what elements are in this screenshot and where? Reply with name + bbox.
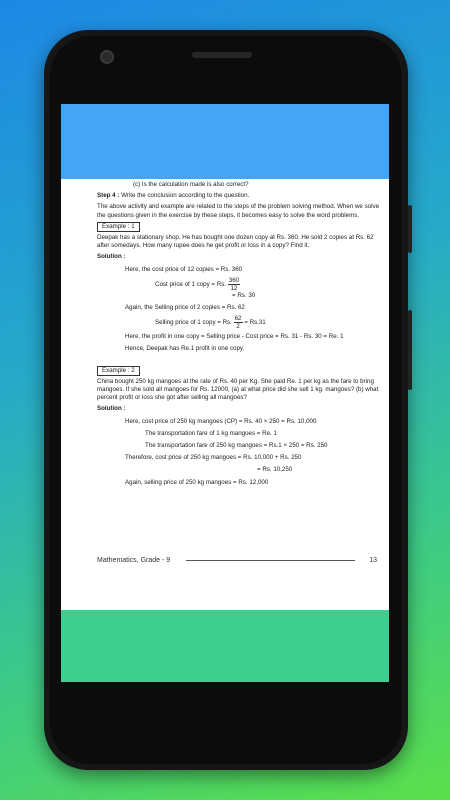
front-camera (100, 50, 114, 64)
example-1-text: Deepak has a stationary shop. He has bought one dozen copy at Rs. 360. He sold 2 copies at Rs. 62 after somedays. How many rupee does he get profit or loss in a copy? Find it. (97, 234, 374, 250)
footer-rule (186, 560, 355, 561)
solution-2-line-5: = Rs. 10,250 (257, 466, 293, 474)
solution-label: Solution : (97, 253, 126, 261)
earpiece-speaker (192, 52, 252, 58)
solution-line-2-text: Cost price of 1 copy = Rs. (155, 280, 227, 288)
fraction-numerator: 62 (234, 315, 242, 323)
solution-2-line-3: The transportation fare of 250 kg mangoes = Rs.1 × 250 = Rs. 250 (145, 442, 328, 450)
fraction-denominator: 12 (230, 284, 238, 292)
fraction-denominator: 2 (236, 323, 240, 331)
solution-line-2 (97, 277, 383, 292)
solution-line-5-text: Selling price of 1 copy = Rs. (155, 319, 232, 327)
example-1-label: Example : 1 (97, 222, 140, 232)
solution-line-5 (97, 315, 383, 330)
solution-line-3: = Rs. 30 (232, 291, 256, 299)
step-4-text: Write the conclusion according to the question. (119, 192, 250, 200)
solution-2-line-4: Therefore, cost price of 250 kg mangoes = Rs. 10,000 + Rs. 250 (125, 454, 302, 462)
solution-line-6: Here, the profit in one copy = Selling price - Cost price = Rs. 31 - Rs. 30 = Re. 1 (125, 333, 344, 341)
page-footer (97, 555, 377, 565)
question-c: (c) Is the calculation made is also correct? (133, 181, 249, 188)
example-2-text: China bought 250 kg mangoes at the rate of Rs. 40 per Kg. She paid Re. 1 per kg as the fare to bring mangoes. If she sold all mangoes for Rs. 12000, (a) at what price did she sell 1 kg. mangoes? (b) what percent profit or loss she got after selling all mangoes? (97, 377, 379, 402)
solution-line-7: Hence, Deepak has Re.1 profit in one copy. (125, 345, 245, 353)
paragraph: The above activity and example are related to the steps of the problem solving method. When we solve the questions given in the exercise by these steps, it becomes easy to solve the word problems. (97, 203, 380, 219)
app-screen[interactable] (61, 104, 389, 682)
solution-2-label: Solution : (97, 405, 126, 413)
volume-button (408, 310, 412, 390)
solution-2-line-6: Again, selling price of 250 kg mangoes = Rs. 12,000 (125, 478, 269, 486)
solution-2-line-1: Here, cost price of 250 kg mangoes (CP) = Rs. 40 × 250 = Rs. 10,000 (125, 417, 317, 425)
step-4-label: Step 4 : (97, 192, 120, 200)
solution-2-line-2: The transportation fare of 1 kg mangoes = Re. 1 (145, 429, 277, 437)
example-2-label: Example : 2 (97, 366, 140, 376)
book-title: Mathematics, Grade - 9 (97, 556, 171, 564)
fraction-62-2 (234, 315, 243, 330)
bottom-color-bar (61, 610, 389, 682)
solution-line-4: Again, the Selling price of 2 copies = Rs. 62 (125, 304, 245, 312)
fraction-360-12 (228, 277, 240, 292)
textbook-page[interactable] (97, 181, 383, 487)
fraction-numerator: 360 (228, 276, 240, 284)
power-button (408, 205, 412, 253)
page-number: 13 (369, 556, 377, 564)
solution-line-1: Here, the cost price of 12 copies = Rs. 360 (125, 265, 243, 273)
solution-line-5-result: = Rs.31 (244, 319, 266, 327)
top-color-bar (61, 104, 389, 179)
step-4 (97, 192, 383, 200)
